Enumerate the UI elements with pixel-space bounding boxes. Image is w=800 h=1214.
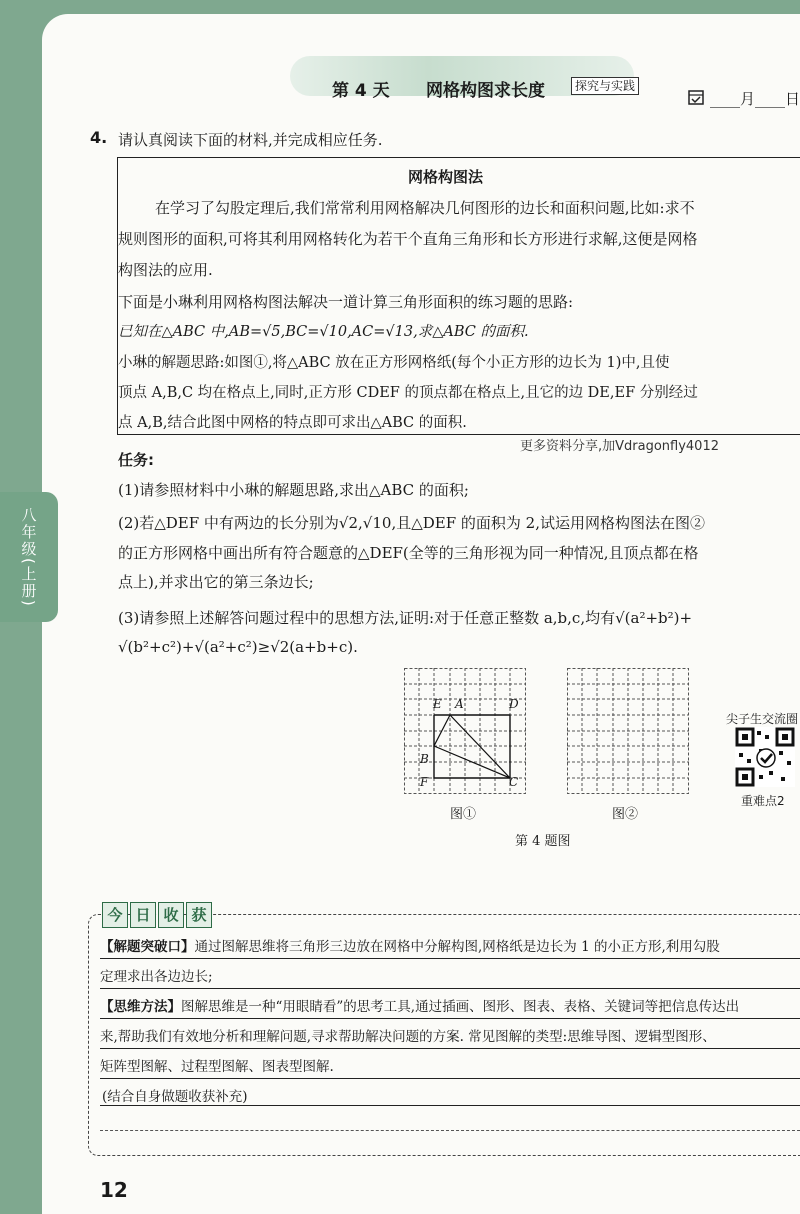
- date-field: ____月____日: [710, 90, 800, 108]
- watermark-text: 更多资料分享,加Vdragonfly4012: [520, 439, 719, 454]
- ruled-line: [100, 1078, 800, 1079]
- material-line: 规则图形的面积,可将其利用网格转化为若干个直角三角形和长方形进行求解,这便是网格: [118, 230, 698, 248]
- task-line: (3)请参照上述解答问题过程中的思想方法,证明:对于任意正整数 a,b,c,均有√(a²+b²)+: [118, 609, 693, 627]
- qr-top-label: 尖子生交流圈: [726, 712, 799, 726]
- summary-note: (结合自身做题收获补充): [102, 1089, 248, 1105]
- problem-prompt: 请认真阅读下面的材料,并完成相应任务.: [118, 131, 383, 149]
- material-line: 小琳的解题思路:如图①,将△ABC 放在正方形网格纸(每个小正方形的边长为 1)中,且使: [118, 355, 670, 371]
- point-label-F: F: [420, 775, 429, 789]
- ruled-line: [100, 958, 800, 959]
- ruled-line: [100, 988, 800, 989]
- material-title: 网格构图法: [408, 168, 484, 186]
- summary-title-char: 获: [186, 902, 212, 928]
- figure-main-caption: 第 4 题图: [515, 834, 571, 849]
- summary-title-char: 收: [158, 902, 184, 928]
- ruled-line: [100, 1048, 800, 1049]
- summary-text: 来,帮助我们有效地分析和理解问题,寻求帮助解决问题的方案. 常见图解的类型:思维导图、逻辑型图形、: [100, 1029, 716, 1045]
- figure-1-caption: 图①: [450, 807, 477, 822]
- material-line: 构图法的应用.: [118, 261, 213, 279]
- category-tag: 探究与实践: [571, 77, 639, 95]
- problem-number: 4.: [90, 128, 108, 147]
- material-line: 顶点 A,B,C 均在格点上,同时,正方形 CDEF 的顶点都在格点上,且它的边 DE,EF 分别经过: [118, 385, 698, 401]
- calendar-check-icon: [687, 88, 705, 106]
- summary-label: 【解题突破口】: [100, 939, 195, 955]
- ruled-line: [100, 1130, 800, 1131]
- day-label: 第 4 天: [332, 81, 390, 101]
- material-line: 在学习了勾股定理后,我们常常利用网格解决几何图形的边长和面积问题,比如:求不: [155, 199, 695, 217]
- summary-text: 通过图解思维将三角形三边放在网格中分解构图,网格纸是边长为 1 的小正方形,利用勾股: [194, 939, 720, 955]
- material-line: 下面是小琳利用网格构图法解决一道计算三角形面积的练习题的思路:: [118, 293, 574, 311]
- point-label-B: B: [420, 752, 429, 766]
- summary-title-char: 日: [130, 902, 156, 928]
- qr-bottom-label: 重难点2: [741, 794, 785, 808]
- summary-text: 图解思维是一种“用眼睛看”的思考工具,通过插画、图形、图表、表格、关键词等把信息传达出: [181, 999, 740, 1015]
- point-label-A: A: [455, 697, 464, 711]
- figure-2-grid: [567, 668, 689, 794]
- material-line: 点 A,B,结合此图中网格的特点即可求出△ABC 的面积.: [118, 415, 467, 431]
- task-line: (1)请参照材料中小琳的解题思路,求出△ABC 的面积;: [118, 481, 469, 499]
- material-line: 已知在△ABC 中,AB=√5,BC=√10,AC=√13,求△ABC 的面积.: [118, 324, 529, 340]
- summary-label: 【思维方法】: [100, 999, 181, 1015]
- task-line: √(b²+c²)+√(a²+c²)≥√2(a+b+c).: [118, 638, 358, 656]
- summary-text: 矩阵型图解、过程型图解、图表型图解.: [100, 1059, 334, 1075]
- ruled-line: [100, 1105, 800, 1106]
- grade-side-tab: 八年级(上册): [0, 492, 58, 622]
- summary-title-char: 今: [102, 902, 128, 928]
- page-number: 12: [100, 1178, 128, 1202]
- task-line: (2)若△DEF 中有两边的长分别为√2,√10,且△DEF 的面积为 2,试运用网格构图法在图②: [118, 514, 705, 532]
- point-label-E: E: [433, 697, 442, 711]
- point-label-C: C: [509, 775, 519, 789]
- summary-title: [102, 902, 212, 928]
- qr-code-icon[interactable]: [735, 727, 795, 787]
- summary-text: 定理求出各边边长;: [100, 969, 213, 985]
- figure-2-caption: 图②: [612, 807, 639, 822]
- point-label-D: D: [509, 697, 519, 711]
- summary-line: [100, 995, 739, 1015]
- ruled-line: [100, 1018, 800, 1019]
- summary-line: [100, 935, 720, 955]
- topic-title: 网格构图求长度: [426, 81, 545, 101]
- task-line: 点上),并求出它的第三条边长;: [118, 573, 314, 591]
- task-line: 的正方形网格中画出所有符合题意的△DEF(全等的三角形视为同一种情况,且顶点都在格: [118, 544, 699, 562]
- tasks-title: 任务:: [118, 451, 154, 469]
